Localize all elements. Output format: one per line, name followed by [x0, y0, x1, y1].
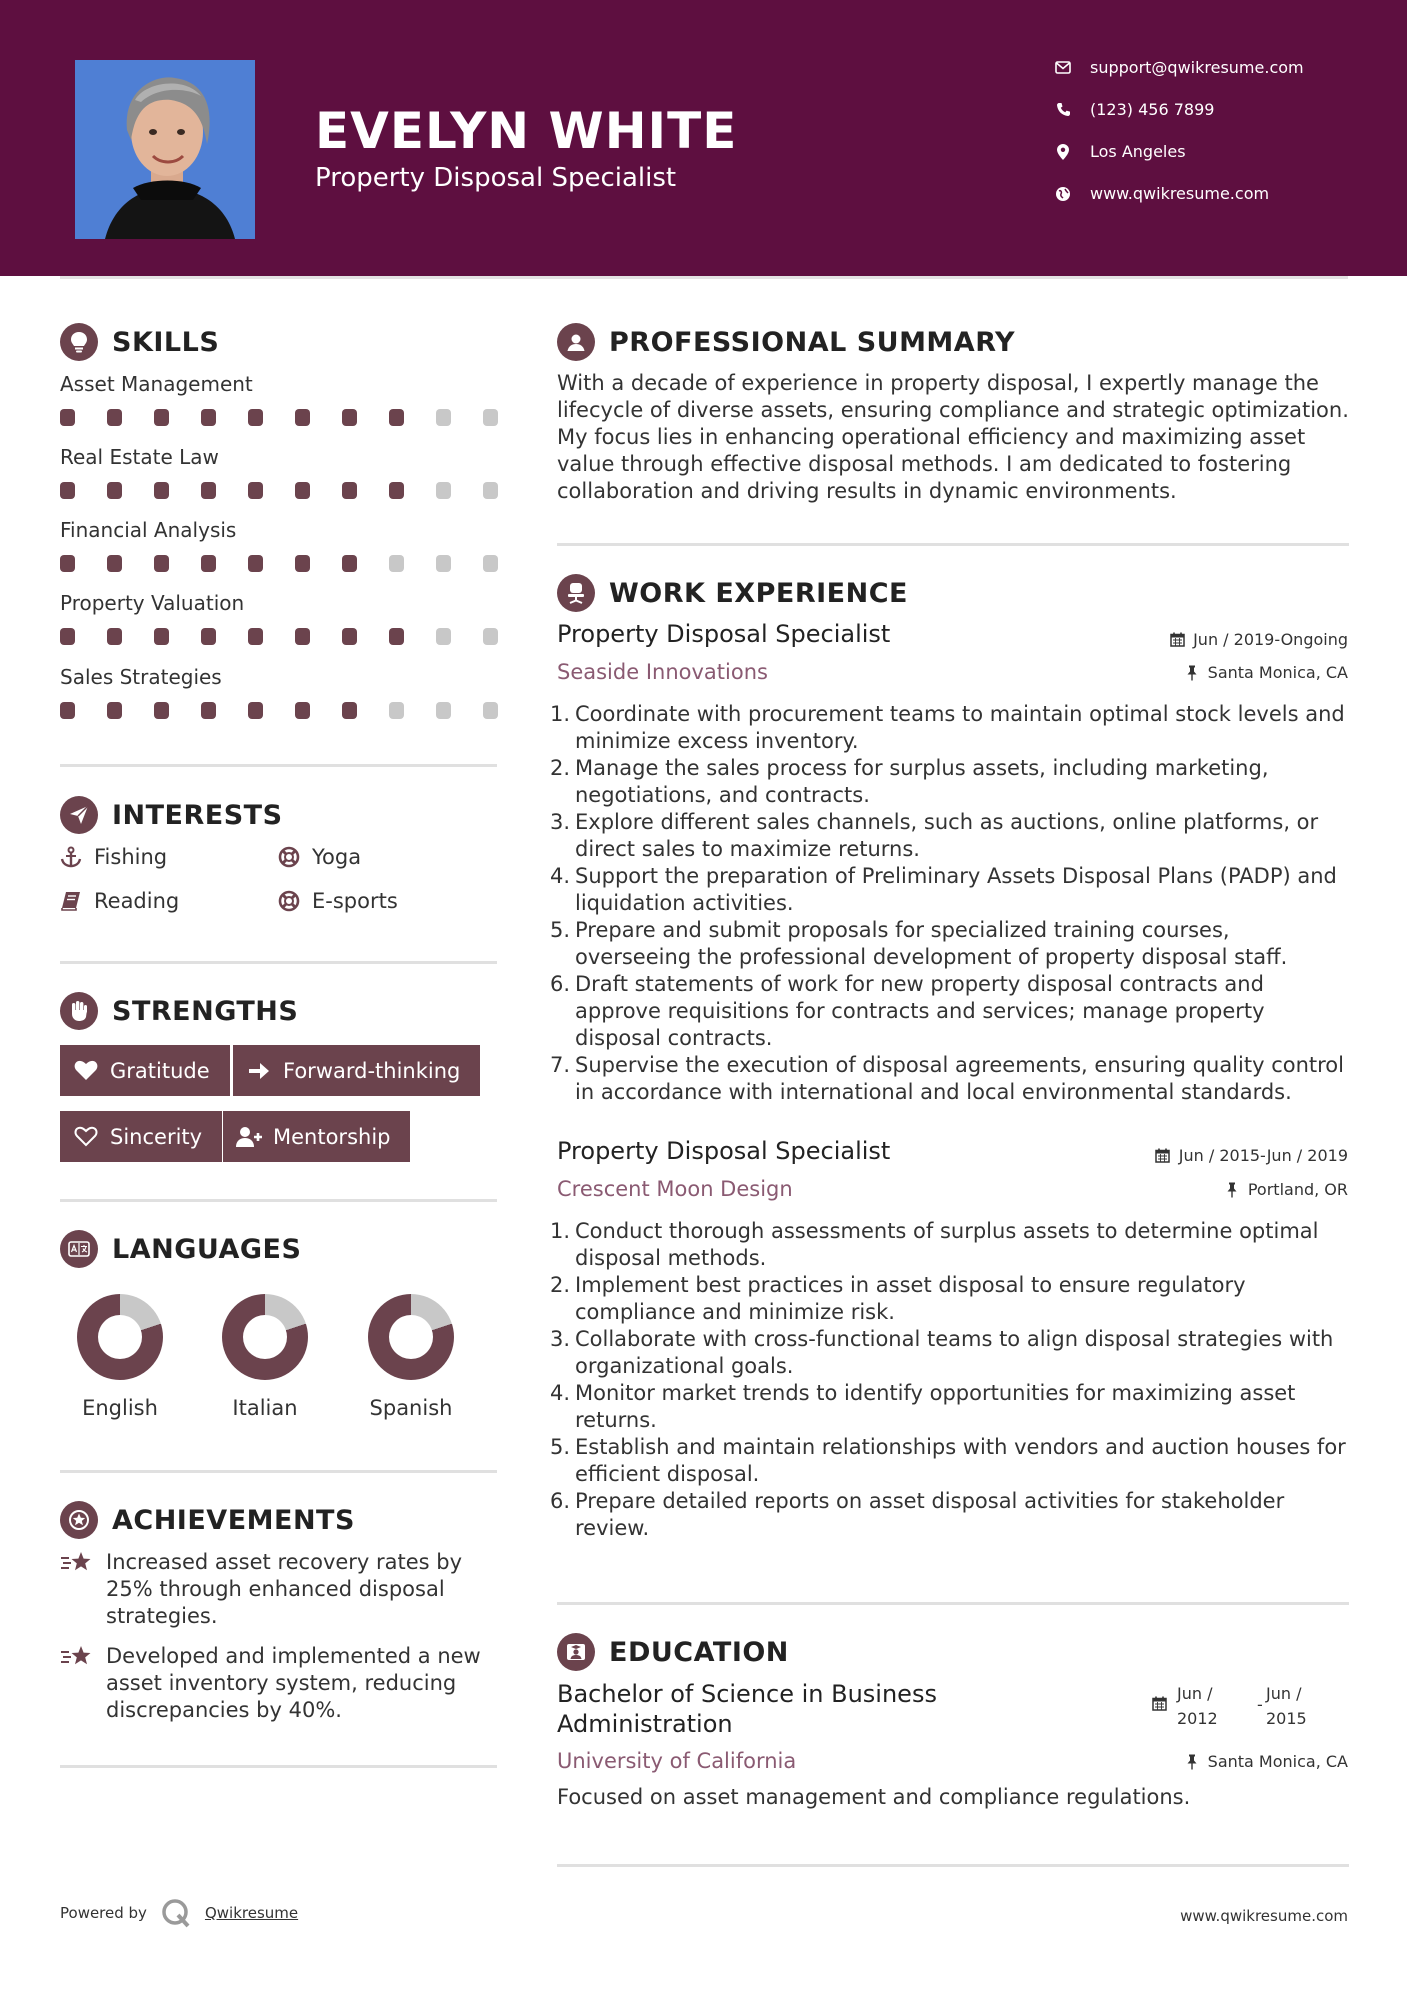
- language-name: Italian: [232, 1396, 298, 1420]
- contact-location: [1054, 142, 1186, 161]
- responsibility-number: 7.: [550, 1053, 571, 1077]
- lifebuoy-icon: [278, 846, 300, 868]
- star-badge-icon: [60, 1501, 98, 1539]
- shooting-star-icon: [60, 1643, 94, 1671]
- language-item: [351, 1294, 471, 1420]
- skill-dot-filled: [154, 409, 169, 426]
- responsibility-item: [550, 971, 1350, 1052]
- responsibility-text: Supervise the execution of disposal agreements, ensuring quality control in accordance with international and local environmental standards.: [575, 1053, 1344, 1104]
- skill-dot-empty: [483, 702, 498, 719]
- contact-email-text: support@qwikresume.com: [1090, 58, 1304, 77]
- responsibility-number: 4.: [550, 1381, 571, 1405]
- language-name: Spanish: [369, 1396, 453, 1420]
- job-location: [1184, 663, 1348, 682]
- achievement-item: [60, 1549, 500, 1630]
- section-divider: [557, 543, 1349, 546]
- responsibility-text: Prepare detailed reports on asset disposal activities for stakeholder review.: [575, 1489, 1285, 1540]
- responsibility-text: Conduct thorough assessments of surplus assets to determine optimal disposal methods.: [575, 1219, 1319, 1270]
- skill-dot-filled: [389, 482, 404, 499]
- skill-dot-empty: [389, 555, 404, 572]
- language-level-ring: [368, 1294, 454, 1380]
- responsibility-number: 3.: [550, 1327, 571, 1351]
- responsibility-item: [550, 755, 1350, 809]
- education-location: [1184, 1752, 1348, 1771]
- responsibility-item: [550, 1218, 1350, 1272]
- paper-plane-icon: [60, 796, 98, 834]
- envelope-icon: [1054, 59, 1072, 77]
- interest-label: E-sports: [312, 889, 398, 913]
- responsibility-number: 1.: [550, 1219, 571, 1243]
- section-divider: [60, 1765, 497, 1768]
- job-title: Property Disposal Specialist: [557, 620, 891, 648]
- education-title: EDUCATION: [609, 1636, 789, 1668]
- education-start-month: Jun /: [1177, 1684, 1213, 1703]
- skill-dot-empty: [436, 482, 451, 499]
- skill-dot-filled: [201, 702, 216, 719]
- responsibility-item: [550, 1326, 1350, 1380]
- school-name: University of California: [557, 1749, 797, 1773]
- skill-dot-filled: [201, 628, 216, 645]
- skill-name: Real Estate Law: [60, 445, 219, 469]
- achievements-heading: [60, 1501, 355, 1539]
- contact-phone[interactable]: [1054, 100, 1214, 119]
- strength-label: Sincerity: [110, 1124, 203, 1149]
- skill-dot-filled: [154, 482, 169, 499]
- skill-dot-filled: [154, 628, 169, 645]
- responsibility-text: Monitor market trends to identify opportunities for maximizing asset returns.: [575, 1381, 1296, 1432]
- responsibility-item: [550, 1488, 1350, 1542]
- skill-dot-filled: [248, 409, 263, 426]
- responsibility-text: Implement best practices in asset disposal to ensure regulatory compliance and minimize risk.: [575, 1273, 1246, 1324]
- qwikresume-link[interactable]: Qwikresume: [204, 1904, 299, 1922]
- strengths-title: STRENGTHS: [112, 995, 299, 1027]
- responsibility-text: Explore different sales channels, such as auctions, online platforms, or direct sales to maximize returns.: [575, 810, 1319, 861]
- skill-rating: [60, 482, 530, 499]
- strength-badge: [60, 1045, 230, 1096]
- user-plus-icon: [235, 1125, 263, 1149]
- skill-dot-filled: [248, 628, 263, 645]
- book-icon: [60, 890, 82, 912]
- skills-heading: [60, 323, 219, 361]
- contact-website[interactable]: [1054, 184, 1269, 203]
- education-location-text: Santa Monica, CA: [1207, 1752, 1348, 1771]
- responsibility-text: Establish and maintain relationships with vendors and auction houses for efficient disposal.: [575, 1435, 1346, 1486]
- responsibility-text: Manage the sales process for surplus assets, including marketing, negotiations, and contracts.: [575, 756, 1269, 807]
- company-name: Crescent Moon Design: [557, 1177, 793, 1201]
- phone-icon: [1054, 101, 1072, 119]
- skill-dot-filled: [201, 409, 216, 426]
- responsibility-text: Support the preparation of Preliminary Assets Disposal Plans (PADP) and liquidation activities.: [575, 864, 1337, 915]
- contact-website-text: www.qwikresume.com: [1090, 184, 1270, 203]
- candidate-name: EVELYN WHITE: [315, 102, 738, 160]
- skill-name: Sales Strategies: [60, 665, 222, 689]
- skills-title: SKILLS: [112, 326, 220, 358]
- skill-dot-filled: [60, 482, 75, 499]
- job-responsibilities: [550, 701, 1350, 1106]
- experience-heading: [557, 574, 908, 612]
- job-location: [1224, 1180, 1348, 1199]
- skill-dot-filled: [248, 702, 263, 719]
- languages-title: LANGUAGES: [112, 1233, 302, 1265]
- skill-dot-empty: [436, 409, 451, 426]
- lightbulb-icon: [60, 323, 98, 361]
- responsibility-item: [550, 917, 1350, 971]
- responsibility-item: [550, 1052, 1350, 1106]
- skill-dot-filled: [201, 555, 216, 572]
- language-level-ring: [222, 1294, 308, 1380]
- footer-url[interactable]: www.qwikresume.com: [1180, 1907, 1348, 1925]
- interest-item: [60, 889, 179, 913]
- skill-dot-filled: [248, 555, 263, 572]
- responsibility-number: 2.: [550, 1273, 571, 1297]
- skill-dot-filled: [60, 628, 75, 645]
- job-dates-text: Jun / 2019-Ongoing: [1193, 630, 1348, 649]
- education-heading: [557, 1633, 789, 1671]
- responsibility-item: [550, 1434, 1350, 1488]
- skill-name: Asset Management: [60, 372, 253, 396]
- responsibility-item: [550, 1272, 1350, 1326]
- skill-dot-empty: [436, 628, 451, 645]
- language-item: [205, 1294, 325, 1420]
- skill-dot-filled: [201, 482, 216, 499]
- job-location-text: Santa Monica, CA: [1207, 663, 1348, 682]
- contact-email[interactable]: [1054, 58, 1304, 77]
- skill-dot-filled: [248, 482, 263, 499]
- skill-rating: [60, 409, 530, 426]
- job-location-text: Portland, OR: [1247, 1180, 1348, 1199]
- degree-name: Bachelor of Science in Business Administration: [557, 1680, 937, 1738]
- skill-dot-filled: [342, 555, 357, 572]
- heart-outline-icon: [72, 1125, 100, 1149]
- resume-header: [0, 0, 1407, 276]
- arrow-right-icon: [245, 1059, 273, 1083]
- education-start-year: 2012: [1177, 1709, 1218, 1728]
- experience-title: WORK EXPERIENCE: [609, 577, 908, 609]
- pushpin-icon: [1184, 1754, 1200, 1770]
- interest-item: [278, 889, 398, 913]
- responsibility-number: 6.: [550, 972, 571, 996]
- skill-dot-filled: [342, 628, 357, 645]
- anchor-icon: [60, 846, 82, 868]
- interest-item: [60, 845, 167, 869]
- skill-dot-filled: [107, 482, 122, 499]
- responsibility-number: 6.: [550, 1489, 571, 1513]
- interest-item: [278, 845, 361, 869]
- skill-dot-filled: [295, 702, 310, 719]
- company-name: Seaside Innovations: [557, 660, 768, 684]
- map-pin-icon: [1054, 143, 1072, 161]
- summary-title: PROFESSIONAL SUMMARY: [609, 326, 1016, 358]
- skill-dot-empty: [483, 482, 498, 499]
- achievements-title: ACHIEVEMENTS: [112, 1504, 355, 1536]
- responsibility-item: [550, 809, 1350, 863]
- strength-badge: [233, 1045, 480, 1096]
- graduate-icon: [557, 1633, 595, 1671]
- skill-dot-empty: [389, 702, 404, 719]
- translate-icon: [60, 1230, 98, 1268]
- calendar-icon: [1169, 632, 1185, 648]
- header-divider: [60, 276, 1348, 279]
- profile-photo: [75, 60, 255, 239]
- contact-phone-text: (123) 456 7899: [1090, 100, 1215, 119]
- languages-heading: [60, 1230, 301, 1268]
- skill-dot-filled: [389, 409, 404, 426]
- interest-label: Reading: [94, 889, 180, 913]
- interests-title: INTERESTS: [112, 799, 283, 831]
- section-divider: [557, 1602, 1349, 1605]
- section-divider: [557, 1864, 1349, 1867]
- interest-label: Fishing: [94, 845, 168, 869]
- job-title: Property Disposal Specialist: [557, 1137, 891, 1165]
- pushpin-icon: [1224, 1182, 1240, 1198]
- skill-dot-filled: [295, 555, 310, 572]
- qwikresume-logo-icon: [161, 1898, 191, 1928]
- skill-dot-filled: [107, 702, 122, 719]
- contact-location-text: Los Angeles: [1090, 142, 1186, 161]
- education-date-separator: -: [1257, 1695, 1263, 1714]
- skill-dot-empty: [483, 555, 498, 572]
- responsibility-text: Prepare and submit proposals for specialized training courses, overseeing the professional development of property disposal staff.: [575, 918, 1288, 969]
- skill-dot-filled: [295, 482, 310, 499]
- education-dates: [1151, 1695, 1175, 1711]
- skill-name: Property Valuation: [60, 591, 245, 615]
- education-end-year: 2015: [1266, 1709, 1307, 1728]
- skill-dot-filled: [342, 409, 357, 426]
- interests-heading: [60, 796, 283, 834]
- responsibility-number: 1.: [550, 702, 571, 726]
- skill-dot-empty: [483, 628, 498, 645]
- footer-powered-by: [60, 1898, 298, 1928]
- responsibility-number: 5.: [550, 1435, 571, 1459]
- language-level-ring: [77, 1294, 163, 1380]
- responsibility-text: Draft statements of work for new property disposal contracts and approve requisitions for contracts and services; manage property disposal contracts.: [575, 972, 1265, 1050]
- calendar-icon: [1155, 1148, 1171, 1164]
- pushpin-icon: [1184, 665, 1200, 681]
- user-circle-icon: [557, 323, 595, 361]
- education-end-date: [1266, 1681, 1307, 1731]
- skill-dot-filled: [389, 628, 404, 645]
- strength-label: Forward-thinking: [283, 1058, 461, 1083]
- responsibility-number: 3.: [550, 810, 571, 834]
- globe-icon: [1054, 185, 1072, 203]
- strength-label: Mentorship: [273, 1124, 391, 1149]
- responsibility-number: 2.: [550, 756, 571, 780]
- responsibility-item: [550, 863, 1350, 917]
- job-dates-text: Jun / 2015-Jun / 2019: [1178, 1146, 1348, 1165]
- candidate-title: Property Disposal Specialist: [315, 163, 677, 193]
- skill-dot-filled: [154, 555, 169, 572]
- skill-dot-filled: [295, 628, 310, 645]
- responsibility-item: [550, 701, 1350, 755]
- summary-heading: [557, 323, 1015, 361]
- strengths-heading: [60, 992, 298, 1030]
- skill-dot-filled: [107, 628, 122, 645]
- skill-name: Financial Analysis: [60, 518, 237, 542]
- education-start-date: [1177, 1681, 1218, 1731]
- skill-dot-filled: [295, 409, 310, 426]
- lifebuoy-icon: [278, 890, 300, 912]
- skill-dot-filled: [154, 702, 169, 719]
- calendar-icon: [1151, 1695, 1167, 1711]
- skill-dot-filled: [107, 555, 122, 572]
- responsibility-number: 4.: [550, 864, 571, 888]
- skill-rating: [60, 555, 530, 572]
- skill-dot-filled: [60, 702, 75, 719]
- strength-label: Gratitude: [110, 1058, 210, 1083]
- summary-text: With a decade of experience in property disposal, I expertly manage the lifecycle of diverse assets, ensuring compliance and strategic optimization. My focus lies in enhancing operational efficiency and maximizing asset value through effective disposal methods. I am dedicated to fostering collaboration and driving results in dynamic environments.: [557, 371, 1349, 503]
- achievement-text: Developed and implemented a new asset inventory system, reducing discrepancies by 40%.: [106, 1644, 481, 1722]
- fist-icon: [60, 992, 98, 1030]
- responsibility-text: Coordinate with procurement teams to maintain optimal stock levels and minimize excess inventory.: [575, 702, 1345, 753]
- skill-dot-empty: [436, 702, 451, 719]
- achievement-item: [60, 1643, 500, 1724]
- responsibility-number: 5.: [550, 918, 571, 942]
- shooting-star-icon: [60, 1549, 94, 1577]
- interest-label: Yoga: [312, 845, 362, 869]
- skill-dot-filled: [342, 702, 357, 719]
- skill-rating: [60, 702, 530, 719]
- responsibility-item: [550, 1380, 1350, 1434]
- office-chair-icon: [557, 574, 595, 612]
- powered-by-text: Powered by: [60, 1904, 147, 1922]
- achievement-text: Increased asset recovery rates by 25% through enhanced disposal strategies.: [106, 1550, 463, 1628]
- heart-icon: [72, 1059, 100, 1083]
- education-end-month: Jun /: [1266, 1684, 1302, 1703]
- language-name: English: [82, 1396, 158, 1420]
- skill-dot-empty: [436, 555, 451, 572]
- strength-badge: [223, 1111, 410, 1162]
- section-divider: [60, 961, 497, 964]
- section-divider: [60, 764, 497, 767]
- skill-dot-filled: [107, 409, 122, 426]
- job-dates: [1155, 1146, 1348, 1165]
- section-divider: [60, 1470, 497, 1473]
- skill-dot-filled: [342, 482, 357, 499]
- job-responsibilities: [550, 1218, 1350, 1542]
- skill-dot-filled: [60, 409, 75, 426]
- section-divider: [60, 1199, 497, 1202]
- responsibility-text: Collaborate with cross-functional teams to align disposal strategies with organizational goals.: [575, 1327, 1334, 1378]
- job-dates: [1169, 630, 1348, 649]
- education-description: Focused on asset management and compliance regulations.: [557, 1785, 1191, 1809]
- skill-dot-filled: [60, 555, 75, 572]
- strength-badge: [60, 1111, 222, 1162]
- skill-dot-empty: [483, 409, 498, 426]
- language-item: [60, 1294, 180, 1420]
- skill-rating: [60, 628, 530, 645]
